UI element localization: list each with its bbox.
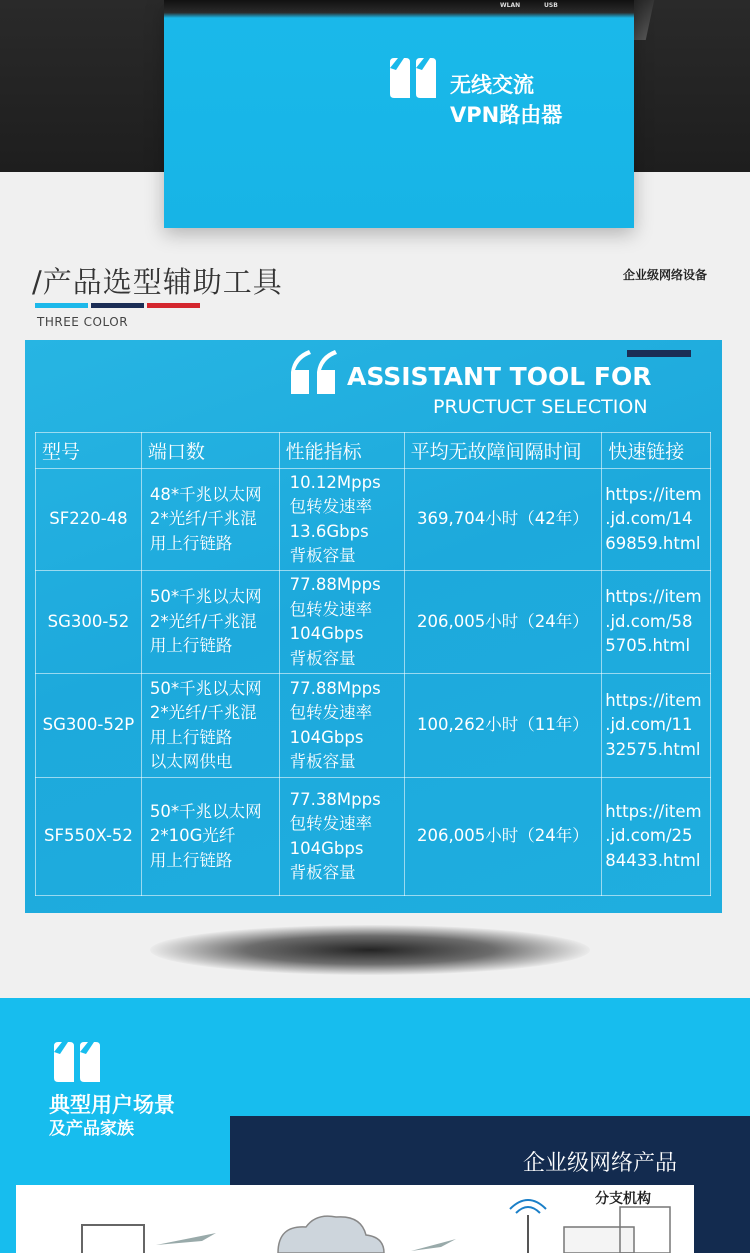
hero-title-line2: VPN路由器: [450, 103, 563, 127]
link-line[interactable]: 84433.html: [605, 850, 701, 870]
perf-line: 背板容量: [289, 546, 356, 565]
product-link[interactable]: [602, 469, 711, 571]
link-line[interactable]: https://item: [605, 690, 702, 710]
router-icon: [564, 1227, 634, 1253]
perf-line: 背板容量: [289, 863, 356, 882]
ports-cell: [141, 571, 279, 674]
link-line[interactable]: 5705.html: [605, 636, 691, 656]
table-row: [36, 674, 711, 778]
quote-icon: [52, 1040, 102, 1084]
ports-line: 用上行链路: [149, 636, 233, 656]
computer-icon: [82, 1225, 144, 1253]
device-tag-usb: USB: [544, 2, 558, 9]
ports-line: 用上行链路: [149, 533, 233, 553]
perf-line: 包转发速率: [289, 703, 373, 722]
model-cell: SG300-52: [36, 571, 142, 674]
network-diagram: [16, 1185, 694, 1253]
color-bar-blue: [35, 303, 88, 308]
header-ports: 端口数: [141, 433, 279, 469]
ports-cell: [141, 469, 279, 571]
product-link[interactable]: [602, 571, 711, 674]
branch-office-label: 分支机构: [595, 1191, 651, 1207]
product-hero-card: [164, 0, 634, 228]
lightning-icon: [156, 1233, 216, 1245]
perf-line: 104Gbps: [289, 727, 364, 747]
product-link[interactable]: [602, 778, 711, 896]
perf-line: 77.88Mpps: [289, 575, 381, 594]
mtbf-cell: 206,005小时（24年）: [404, 571, 602, 674]
link-line[interactable]: https://item: [605, 484, 702, 504]
perf-line: 背板容量: [289, 648, 356, 668]
scenario-title-line2: 及产品家族: [49, 1119, 134, 1139]
mtbf-cell: 369,704小时（42年）: [404, 469, 602, 571]
perf-line: 13.6Gbps: [289, 521, 369, 541]
table-row: [36, 778, 711, 896]
table-row: [36, 469, 711, 571]
mtbf-cell: 100,262小时（11年）: [404, 674, 602, 778]
header-performance: 性能指标: [279, 433, 404, 469]
perf-line: 104Gbps: [289, 624, 364, 643]
ports-cell: [141, 778, 279, 896]
performance-cell: [279, 778, 404, 896]
section-title: /产品选型辅助工具: [32, 265, 283, 299]
performance-cell: [279, 469, 404, 571]
lightning-icon: [411, 1239, 456, 1251]
router-device-edge: [164, 0, 634, 18]
quote-icon: [388, 56, 438, 100]
hero-title-line1: 无线交流: [450, 73, 534, 97]
performance-cell: [279, 571, 404, 674]
header-model: 型号: [36, 433, 142, 469]
model-cell: SG300-52P: [36, 674, 142, 778]
ports-line: 用上行链路: [149, 850, 233, 870]
ports-line: 2*光纤/千兆混: [149, 611, 257, 631]
ports-line: 50*千兆以太网: [149, 801, 262, 821]
product-spec-table: [35, 432, 711, 896]
hero-title: [450, 70, 562, 130]
performance-cell: [279, 674, 404, 778]
device-tag-wlan: WLAN: [500, 2, 521, 9]
mtbf-cell: 206,005小时（24年）: [404, 778, 602, 896]
panel-title: ASSISTANT TOOL FOR: [347, 362, 652, 391]
panel-shadow: [150, 925, 590, 975]
header-mtbf: 平均无故障间隔时间: [404, 433, 602, 469]
perf-line: 10.12Mpps: [289, 472, 381, 492]
panel-subtitle: PRUCTUCT SELECTION: [433, 396, 648, 418]
table-header-row: [36, 433, 711, 469]
network-diagram-art: [16, 1185, 694, 1253]
ports-line: 48*千兆以太网: [149, 484, 262, 504]
ports-line: 2*10G光纤: [149, 826, 236, 846]
link-line[interactable]: .jd.com/11: [605, 715, 693, 735]
ports-line: 50*千兆以太网: [149, 587, 262, 607]
link-line[interactable]: 32575.html: [605, 739, 701, 759]
perf-line: 包转发速率: [289, 497, 373, 516]
product-link[interactable]: [602, 674, 711, 778]
color-bar-navy: [91, 303, 144, 308]
category-tag: 企业级网络设备: [623, 268, 708, 282]
model-cell: SF550X-52: [36, 778, 142, 896]
perf-line: 包转发速率: [289, 814, 373, 833]
model-cell: SF220-48: [36, 469, 142, 571]
scenario-title-line1: 典型用户场景: [49, 1093, 175, 1117]
cloud-icon: [278, 1216, 384, 1253]
ports-line: 2*光纤/千兆混: [149, 509, 257, 529]
table-row: [36, 571, 711, 674]
perf-line: 77.38Mpps: [289, 789, 381, 809]
panel-accent-bar: [627, 350, 691, 357]
color-bar-red: [147, 303, 200, 308]
perf-line: 104Gbps: [289, 838, 364, 858]
perf-line: 背板容量: [289, 752, 356, 771]
link-line[interactable]: https://item: [605, 587, 702, 607]
ports-line: 2*光纤/千兆混: [149, 703, 257, 722]
perf-line: 包转发速率: [289, 599, 373, 619]
section-subtitle: THREE COLOR: [37, 315, 129, 329]
link-line[interactable]: 69859.html: [605, 533, 701, 553]
open-quote-icon: [289, 350, 339, 396]
wifi-icon: [510, 1200, 546, 1213]
ports-line: 用上行链路: [149, 727, 233, 747]
enterprise-products-label: 企业级网络产品: [523, 1151, 678, 1176]
assistant-tool-panel: [25, 340, 722, 913]
link-line[interactable]: https://item: [605, 801, 702, 821]
ports-cell: [141, 674, 279, 778]
ports-line: 50*千兆以太网: [149, 678, 262, 698]
link-line[interactable]: .jd.com/25: [605, 826, 693, 846]
scenario-title: [49, 1093, 175, 1141]
link-line[interactable]: .jd.com/14: [605, 509, 693, 529]
perf-line: 77.88Mpps: [289, 678, 381, 698]
ports-line: 以太网供电: [149, 752, 233, 771]
header-link: 快速链接: [602, 433, 711, 469]
link-line[interactable]: .jd.com/58: [605, 611, 693, 631]
